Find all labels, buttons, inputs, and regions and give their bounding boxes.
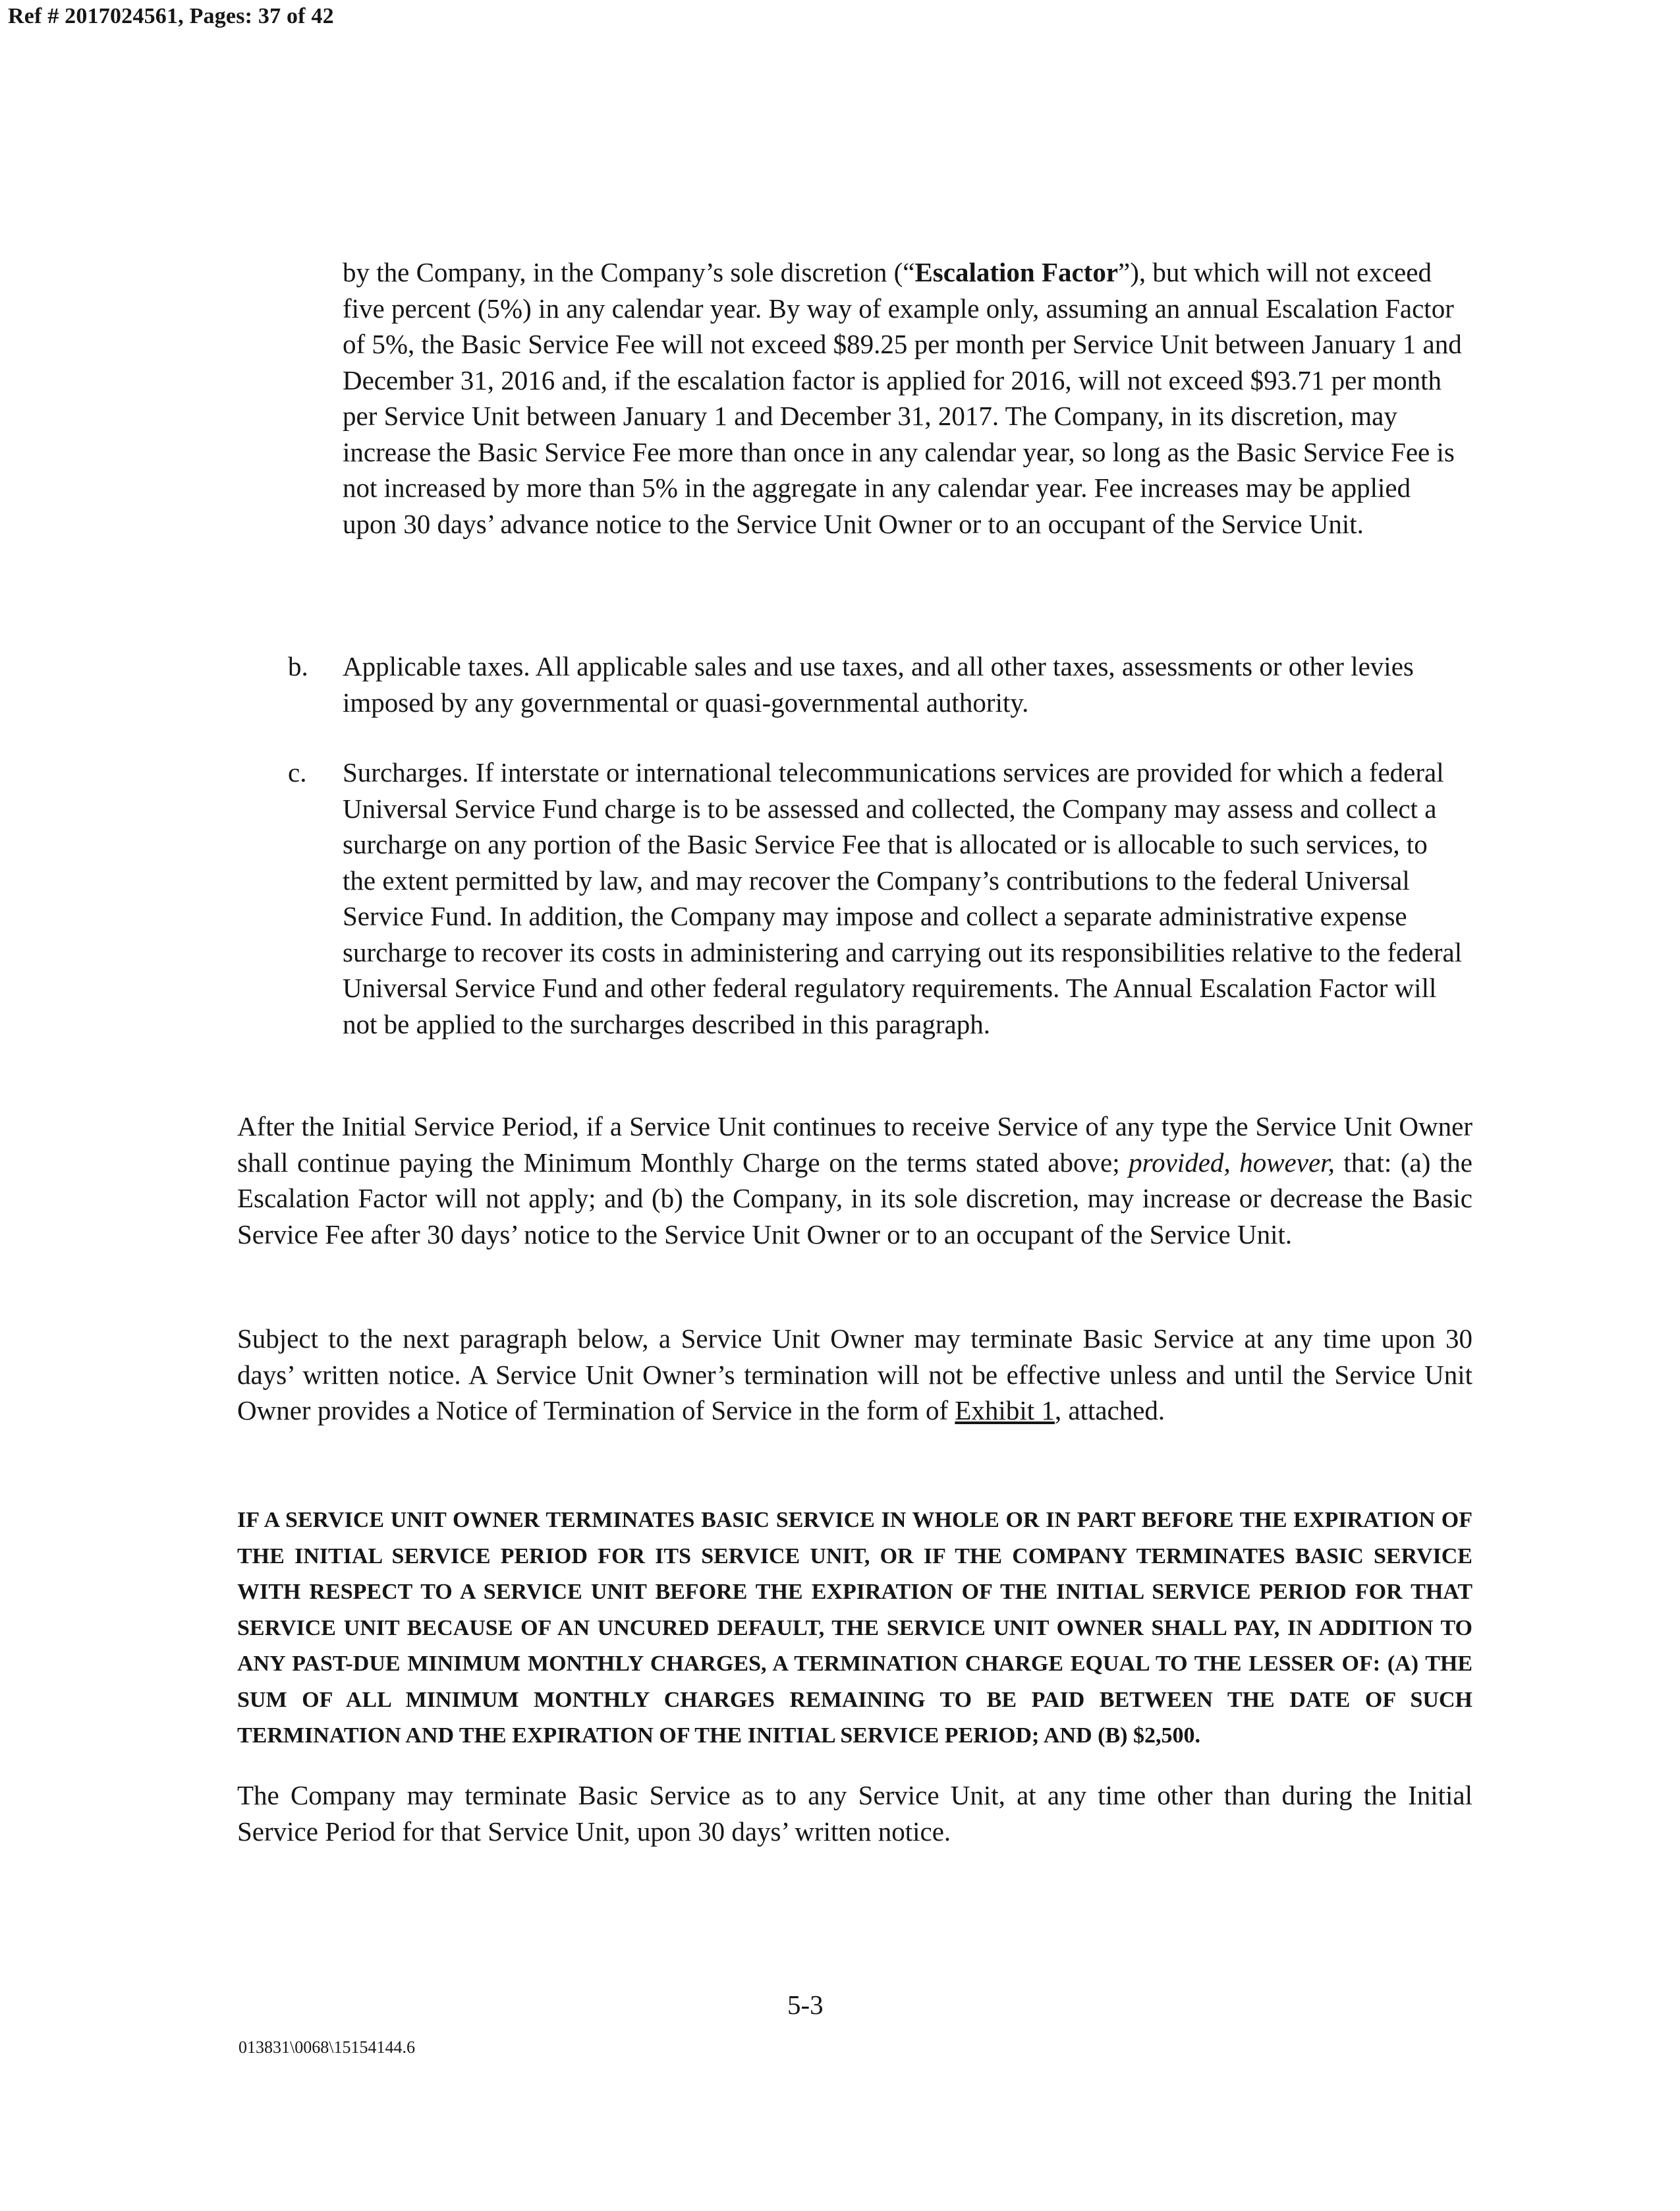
after-initial-text-start: After the Initial Service Period, if a Service Unit continues to receive Service of any type the Service Unit Owner shall continue paying the Minimum Monthly Charge on the terms stated above; (237, 1111, 1472, 1178)
escalation-factor-paragraph (343, 254, 1463, 542)
after-initial-period-paragraph (237, 1108, 1472, 1252)
escalation-factor-term: Escalation Factor (914, 257, 1119, 287)
termination-charge-caps-paragraph: IF A SERVICE UNIT OWNER TERMINATES BASIC SERVICE IN WHOLE OR IN PART BEFORE THE EXPIRATION OF THE INITIAL SERVICE PERIOD FOR ITS SERVICE UNIT, OR IF THE COMPANY TERMINATES BASIC SERVICE WITH RESPECT TO A SERVICE UNIT BEFORE THE EXPIRATION OF THE INITIAL SERVICE PERIOD FOR THAT SERVICE UNIT BECAUSE OF AN UNCURED DEFAULT, THE SERVICE UNIT OWNER SHALL PAY, IN ADDITION TO ANY PAST-DUE MINIMUM MONTHLY CHARGES, A TERMINATION CHARGE EQUAL TO THE LESSER OF: (A) THE SUM OF ALL MINIMUM MONTHLY CHARGES REMAINING TO BE PAID BETWEEN THE DATE OF SUCH TERMINATION AND THE EXPIRATION OF THE INITIAL SERVICE PERIOD; AND (B) $2,500. (237, 1508, 1472, 1748)
applicable-taxes-item: Applicable taxes. All applicable sales and use taxes, and all other taxes, assessments or other levies imposed by any governmental or quasi-governmental authority. (343, 651, 1414, 718)
document-reference-header: Ref # 2017024561, Pages: 37 of 42 (8, 4, 334, 28)
exhibit-1-reference: Exhibit 1 (955, 1395, 1055, 1425)
owner-termination-text-start: Subject to the next paragraph below, a Service Unit Owner may terminate Basic Service at any time upon 30 days’ written notice. A Service Unit Owner’s termination will not be effective unless and until the Service Unit Owner provides a Notice of Termination of Service in the form of (237, 1323, 1472, 1425)
escalation-text-start: by the Company, in the Company’s sole discretion (“ (343, 257, 915, 287)
document-id: 013831\0068\15154144.6 (238, 2038, 415, 2057)
proviso-italic: provided, however, (1129, 1147, 1335, 1178)
company-termination-paragraph: The Company may terminate Basic Service as to any Service Unit, at any time other than during the Initial Service Period for that Service Unit, upon 30 days’ written notice. (237, 1780, 1472, 1847)
list-letter-c: c. (288, 757, 307, 788)
owner-termination-paragraph (237, 1321, 1472, 1429)
owner-termination-text-end: , attached. (1054, 1395, 1165, 1425)
escalation-text-end: ”), but which will not exceed five percent (5%) in any calendar year. By way of example only, assuming an annual Escalation Factor of 5%, the Basic Service Fee will not exceed $89.25 per month per Service Unit between January 1 and December 31, 2016 and, if the escalation factor is applied for 2016, will not exceed $93.71 per month per Service Unit between January 1 and December 31, 2017. The Company, in its discretion, may increase the Basic Service Fee more than once in any calendar year, so long as the Basic Service Fee is not increased by more than 5% in the aggregate in any calendar year. Fee increases may be applied upon 30 days’ advance notice to the Service Unit Owner or to an occupant of the Service Unit. (343, 257, 1462, 539)
after-initial-text-end: that: (a) the Escalation Factor will not apply; and (b) the Company, in its sole discretion, may increase or decrease the Basic Service Fee after 30 days’ notice to the Service Unit Owner or to an occupant of the Service Unit. (237, 1147, 1473, 1249)
surcharges-item: Surcharges. If interstate or international telecommunications services are provided for which a federal Universal Service Fund charge is to be assessed and collected, the Company may assess and collect a surcharge on any portion of the Basic Service Fee that is allocated or is allocable to such services, to the extent permitted by law, and may recover the Company’s contributions to the federal Universal Service Fund. In addition, the Company may impose and collect a separate administrative expense surcharge to recover its costs in administering and carrying out its responsibilities relative to the federal Universal Service Fund and other federal regulatory requirements. The Annual Escalation Factor will not be applied to the surcharges described in this paragraph. (343, 757, 1463, 1039)
list-letter-b: b. (288, 651, 308, 681)
page-number: 5-3 (787, 1990, 824, 2020)
